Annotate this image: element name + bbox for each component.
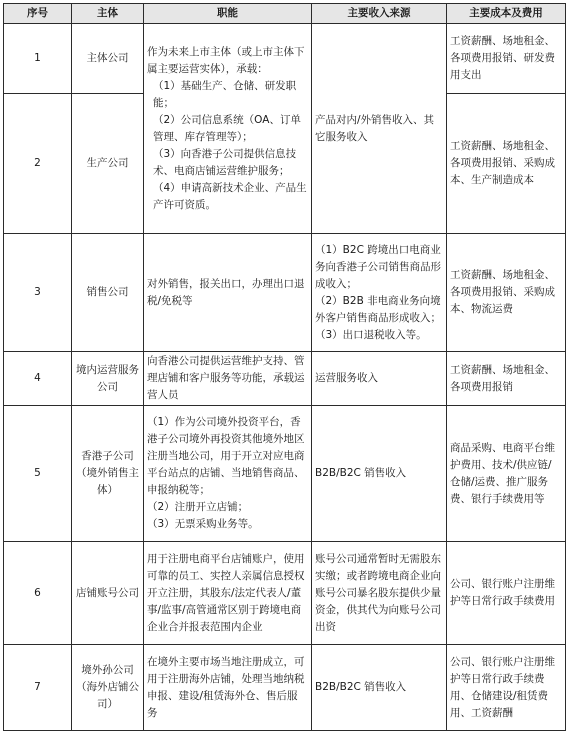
duty-line: （1）作为公司境外投资平台，香港子公司境外再投资其他境外地区注册当地公司，用于开立对应电商平台站点的店铺、当地销售商品、申报纳税等； <box>147 416 305 496</box>
row-cost: 工资薪酬、场地租金、各项费用报销、研发费用支出 <box>447 24 566 94</box>
header-no: 序号 <box>4 4 72 24</box>
row-cost: 公司、银行账户注册维护等日常行政手续费用 <box>447 542 566 645</box>
row-income <box>312 234 447 352</box>
row-no: 6 <box>4 542 72 645</box>
row-no: 4 <box>4 352 72 406</box>
duty-line: （1）基础生产、仓储、研发职能； <box>153 79 297 109</box>
row-no: 3 <box>4 234 72 352</box>
row-income: 运营服务收入 <box>312 352 447 406</box>
header-subject: 主体 <box>72 4 144 24</box>
duty-line: （2）注册开立店铺； <box>147 501 249 513</box>
row-subject: 香港子公司（境外销售主体） <box>72 406 144 542</box>
row-duty: 在境外主要市场当地注册成立，可用于注册海外店铺，处理当地纳税申报、建设/租赁海外仓、售后服务 <box>144 645 312 731</box>
row-subject: 境外孙公司（海外店铺公司） <box>72 645 144 731</box>
row-duty: 用于注册电商平台店铺账户，使用可靠的员工、实控人亲属信息授权开立注册，其股东/法定代表人/董事/监事/高管通常区别于跨境电商企业合并报表范围内企业 <box>144 542 312 645</box>
row-no: 5 <box>4 406 72 542</box>
duty-line: （4）申请高新技术企业、产品生产许可资质。 <box>153 181 307 211</box>
row-subject: 销售公司 <box>72 234 144 352</box>
row-duty <box>144 24 312 234</box>
table-row <box>4 352 566 406</box>
row-subject: 主体公司 <box>72 24 144 94</box>
row-duty <box>144 406 312 542</box>
row-no: 2 <box>4 94 72 234</box>
row-duty: 向香港公司提供运营维护支持、管理店铺和客户服务等功能，承载运营人员 <box>144 352 312 406</box>
table-row <box>4 542 566 645</box>
duty-line: （3）向香港子公司提供信息技术、电商店铺运营维护服务； <box>153 147 297 177</box>
row-income: B2B/B2C 销售收入 <box>312 406 447 542</box>
row-no: 1 <box>4 24 72 94</box>
row-income: B2B/B2C 销售收入 <box>312 645 447 731</box>
row-cost: 工资薪酬、场地租金、各项费用报销、采购成本、生产制造成本 <box>447 94 566 234</box>
row-cost: 工资薪酬、场地租金、各项费用报销、采购成本、物流运费 <box>447 234 566 352</box>
income-line: （1）B2C 跨境出口电商业务向香港子公司销售商品形成收入； <box>315 243 441 290</box>
row-income: 产品对内/外销售收入、其它服务收入 <box>312 24 447 234</box>
duty-line: （3）无票采购业务等。 <box>147 518 259 530</box>
header-duty: 职能 <box>144 4 312 24</box>
row-subject: 境内运营服务公司 <box>72 352 144 406</box>
row-duty: 对外销售，报关出口，办理出口退税/免税等 <box>144 234 312 352</box>
row-cost: 商品采购、电商平台维护费用、技术/供应链/仓储/运费、推广服务费、银行手续费用等 <box>447 406 566 542</box>
row-income: 账号公司通常暂时无需股东实缴；或者跨境电商企业向账号公司暴名股东提供少量资金，供其代为向账号公司出资 <box>312 542 447 645</box>
row-subject: 店铺账号公司 <box>72 542 144 645</box>
row-cost: 公司、银行账户注册维护等日常行政手续费用、仓储建设/租赁费用、工资薪酬 <box>447 645 566 731</box>
header-cost: 主要成本及费用 <box>447 4 566 24</box>
duty-line: 作为未来上市主体（或上市主体下属主要运营实体），承载： <box>147 45 305 75</box>
table-row <box>4 24 566 94</box>
entity-structure-table <box>3 3 566 731</box>
duty-line: （2）公司信息系统（OA、订单管理、库存管理等）； <box>153 113 301 143</box>
row-subject: 生产公司 <box>72 94 144 234</box>
row-cost: 工资薪酬、场地租金、各项费用报销 <box>447 352 566 406</box>
table-row <box>4 234 566 352</box>
income-line: （2）B2B 非电商业务向境外客户销售商品形成收入； <box>315 294 441 324</box>
table-row <box>4 645 566 731</box>
row-no: 7 <box>4 645 72 731</box>
table-row <box>4 406 566 542</box>
table-header-row <box>4 4 566 24</box>
income-line: （3）出口退税收入等。 <box>315 328 427 341</box>
header-income: 主要收入来源 <box>312 4 447 24</box>
